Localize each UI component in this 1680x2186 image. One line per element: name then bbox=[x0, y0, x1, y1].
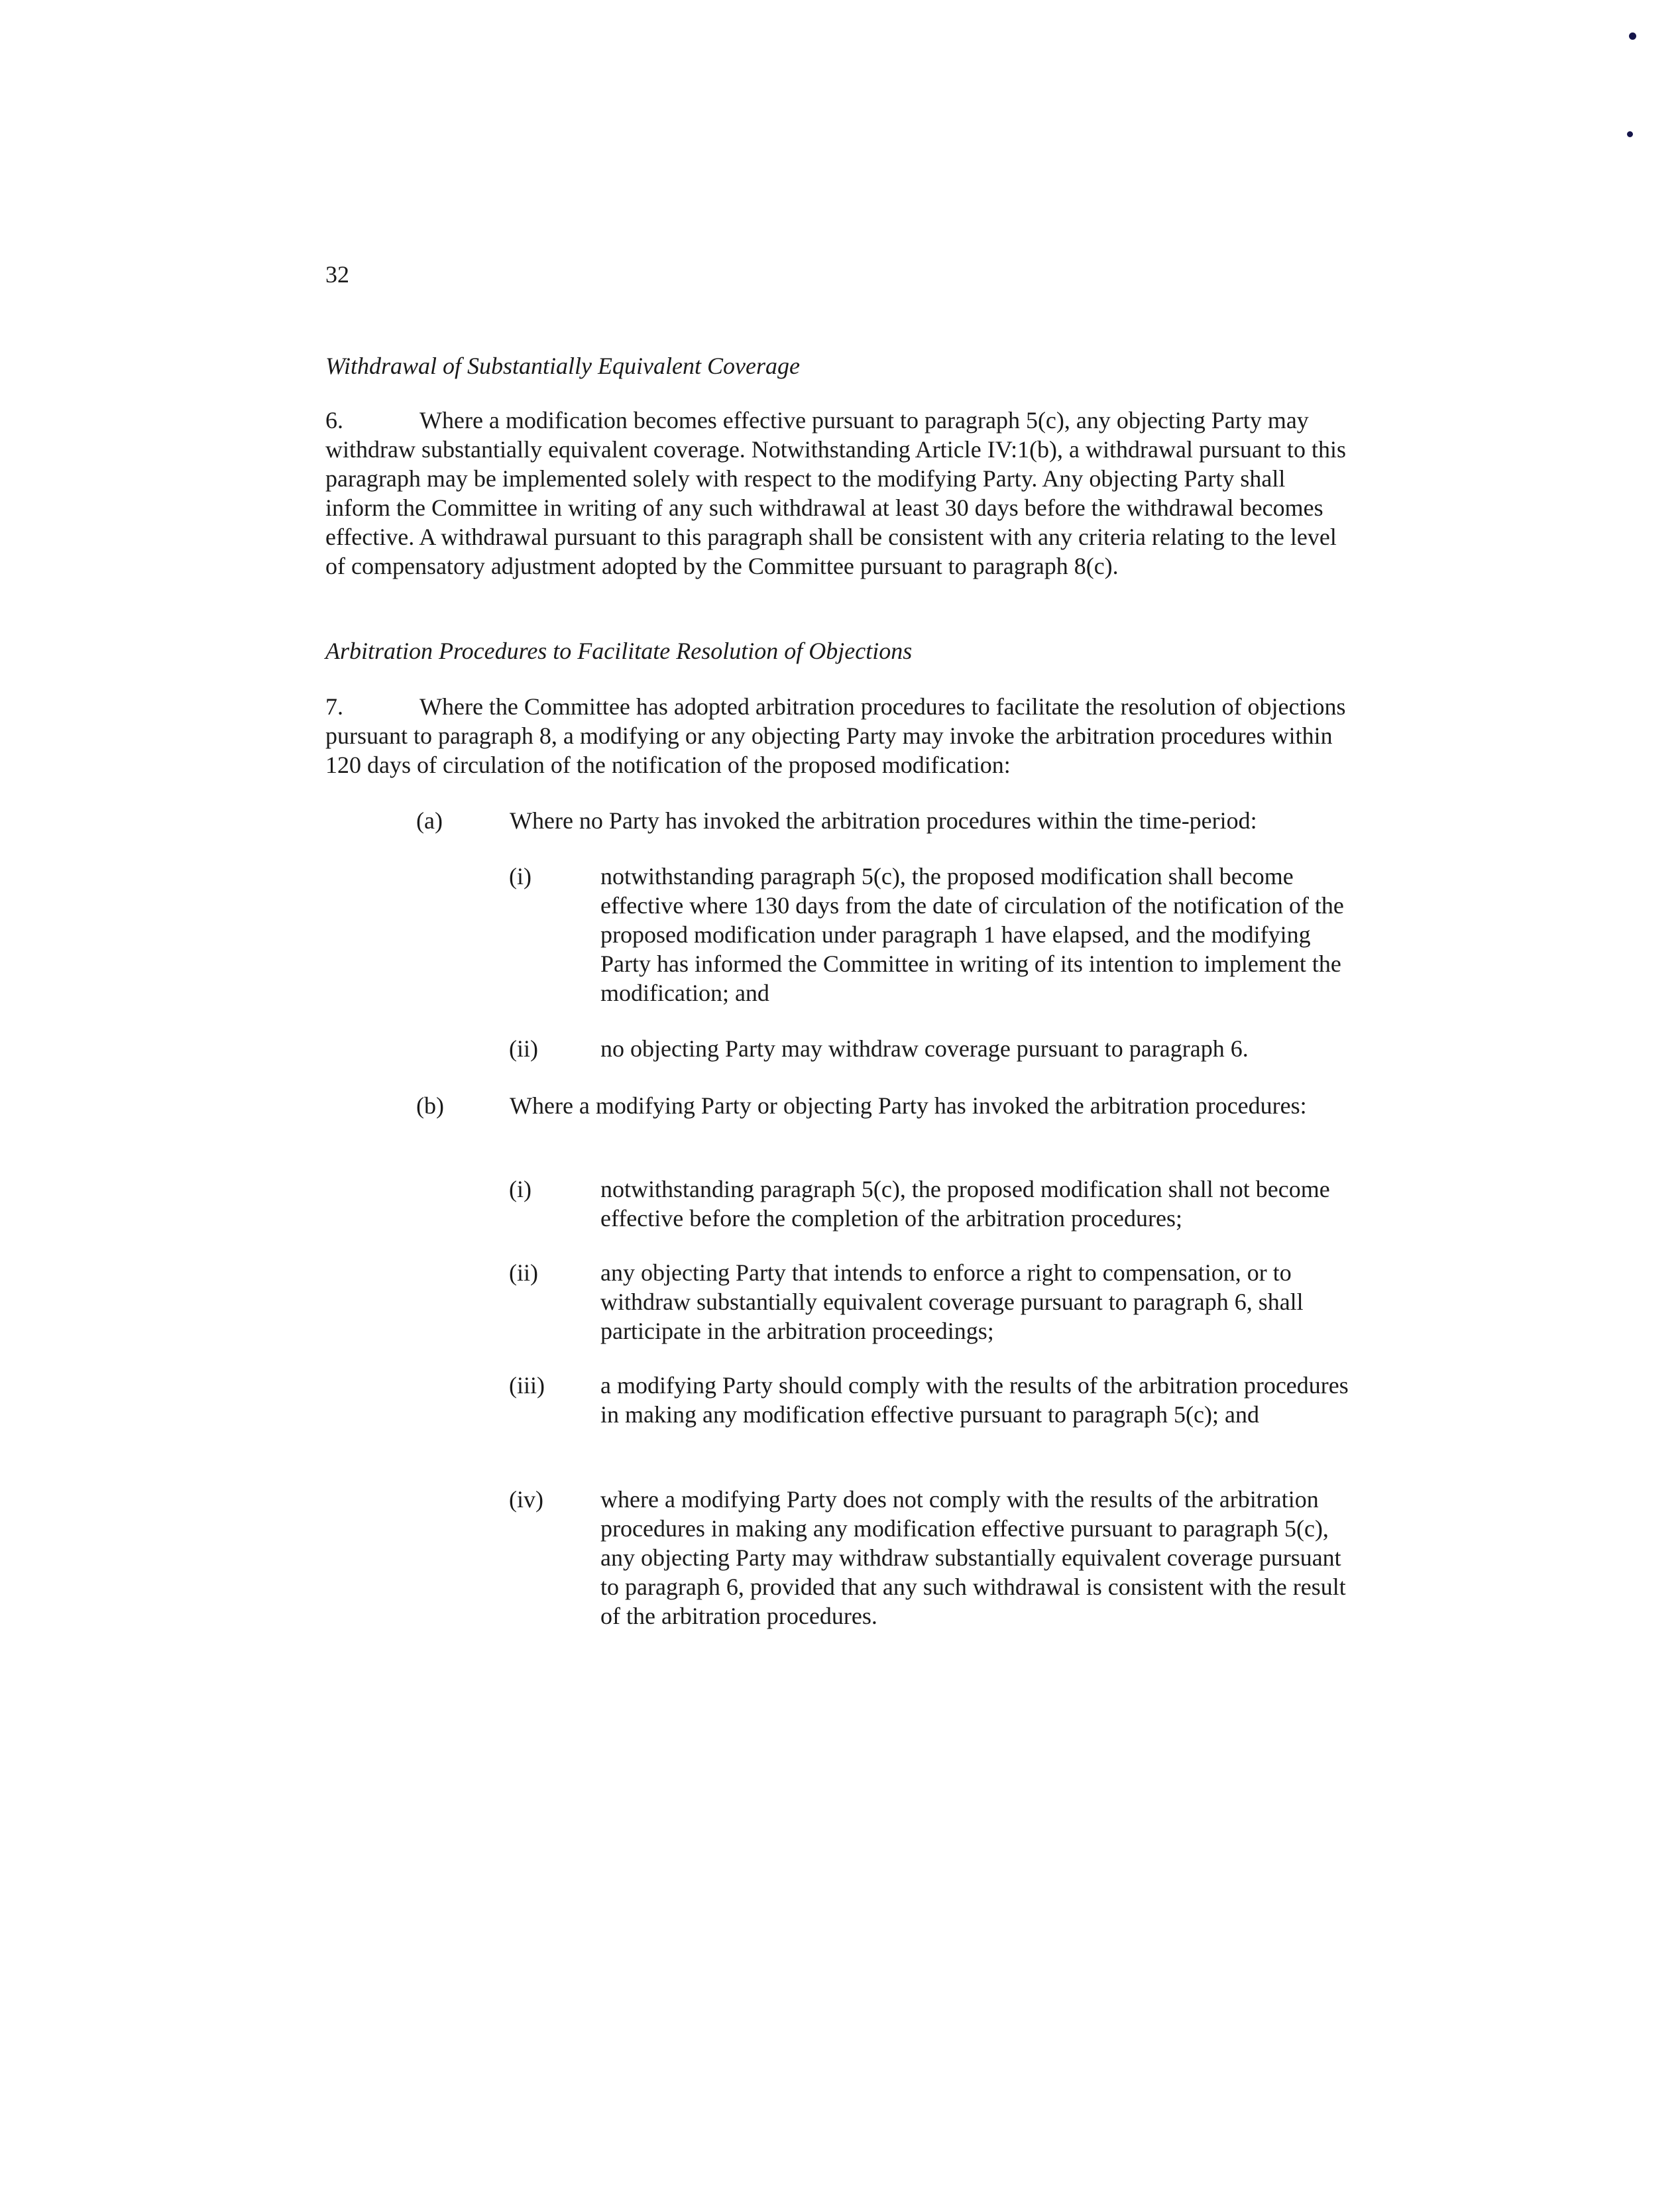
page-number: 32 bbox=[325, 261, 349, 288]
section-heading-withdrawal: Withdrawal of Substantially Equivalent Coverage bbox=[325, 353, 800, 379]
list-item-label: (iv) bbox=[509, 1486, 543, 1513]
list-item-text: notwithstanding paragraph 5(c), the proposed modification shall become effective where 130 days from the date of circulation of the notification of the proposed modification under paragraph 1 have elapsed, and the modifying Party has informed the Committee in writing of its intention to implement the modification; and bbox=[600, 863, 1344, 1006]
paragraph-number: 7. bbox=[325, 693, 343, 720]
list-item-text: where a modifying Party does not comply with the results of the arbitration procedures in making any modification effective pursuant to paragraph 5(c), any objecting Party may withdraw substantially equivalent coverage pursuant to paragraph 6, provided that any such withdrawal is consistent with the result of the arbitration procedures. bbox=[600, 1486, 1346, 1629]
list-item-text: Where no Party has invoked the arbitration procedures within the time-period: bbox=[510, 807, 1257, 834]
paragraph-7 bbox=[325, 692, 1346, 779]
paragraph-text: Where the Committee has adopted arbitration procedures to facilitate the resolution of objections pursuant to paragraph 8, a modifying or any objecting Party may invoke the arbitration procedures within 120 days of circulation of the notification of the proposed modification: bbox=[325, 693, 1346, 778]
list-item-label: (ii) bbox=[509, 1035, 538, 1062]
scan-mark-dot bbox=[1627, 131, 1633, 137]
list-item-text: any objecting Party that intends to enforce a right to compensation, or to withdraw substantially equivalent coverage pursuant to paragraph 6, shall participate in the arbitration proceedings; bbox=[600, 1259, 1304, 1344]
paragraph-number: 6. bbox=[325, 407, 343, 433]
list-item-label: (b) bbox=[416, 1092, 444, 1119]
paragraph-6 bbox=[325, 406, 1346, 581]
list-item-text: a modifying Party should comply with the results of the arbitration procedures in making any modification effective pursuant to paragraph 5(c); and bbox=[600, 1372, 1349, 1428]
section-heading-arbitration: Arbitration Procedures to Facilitate Resolution of Objections bbox=[325, 638, 913, 664]
list-item-text: Where a modifying Party or objecting Party has invoked the arbitration procedures: bbox=[510, 1092, 1307, 1119]
list-item-label: (a) bbox=[416, 807, 443, 834]
paragraph-text: Where a modification becomes effective pursuant to paragraph 5(c), any objecting Party may withdraw substantially equivalent coverage. Notwithstanding Article IV:1(b), a withdrawal pursuant to this paragraph may be implemented solely with respect to the modifying Party. Any objecting Party shall inform the Committee in writing of any such withdrawal at least 30 days before the withdrawal becomes effective. A withdrawal pursuant to this paragraph shall be consistent with any criteria relating to the level of compensatory adjustment adopted by the Committee pursuant to paragraph 8(c). bbox=[325, 407, 1346, 579]
list-item-label: (iii) bbox=[509, 1372, 545, 1399]
list-item-text: notwithstanding paragraph 5(c), the proposed modification shall not become effective before the completion of the arbitration procedures; bbox=[600, 1176, 1330, 1232]
list-item-label: (i) bbox=[509, 863, 532, 890]
list-item-label: (ii) bbox=[509, 1259, 538, 1286]
list-item-label: (i) bbox=[509, 1176, 532, 1202]
scan-mark-dot bbox=[1629, 32, 1636, 40]
list-item-text: no objecting Party may withdraw coverage pursuant to paragraph 6. bbox=[600, 1035, 1249, 1062]
